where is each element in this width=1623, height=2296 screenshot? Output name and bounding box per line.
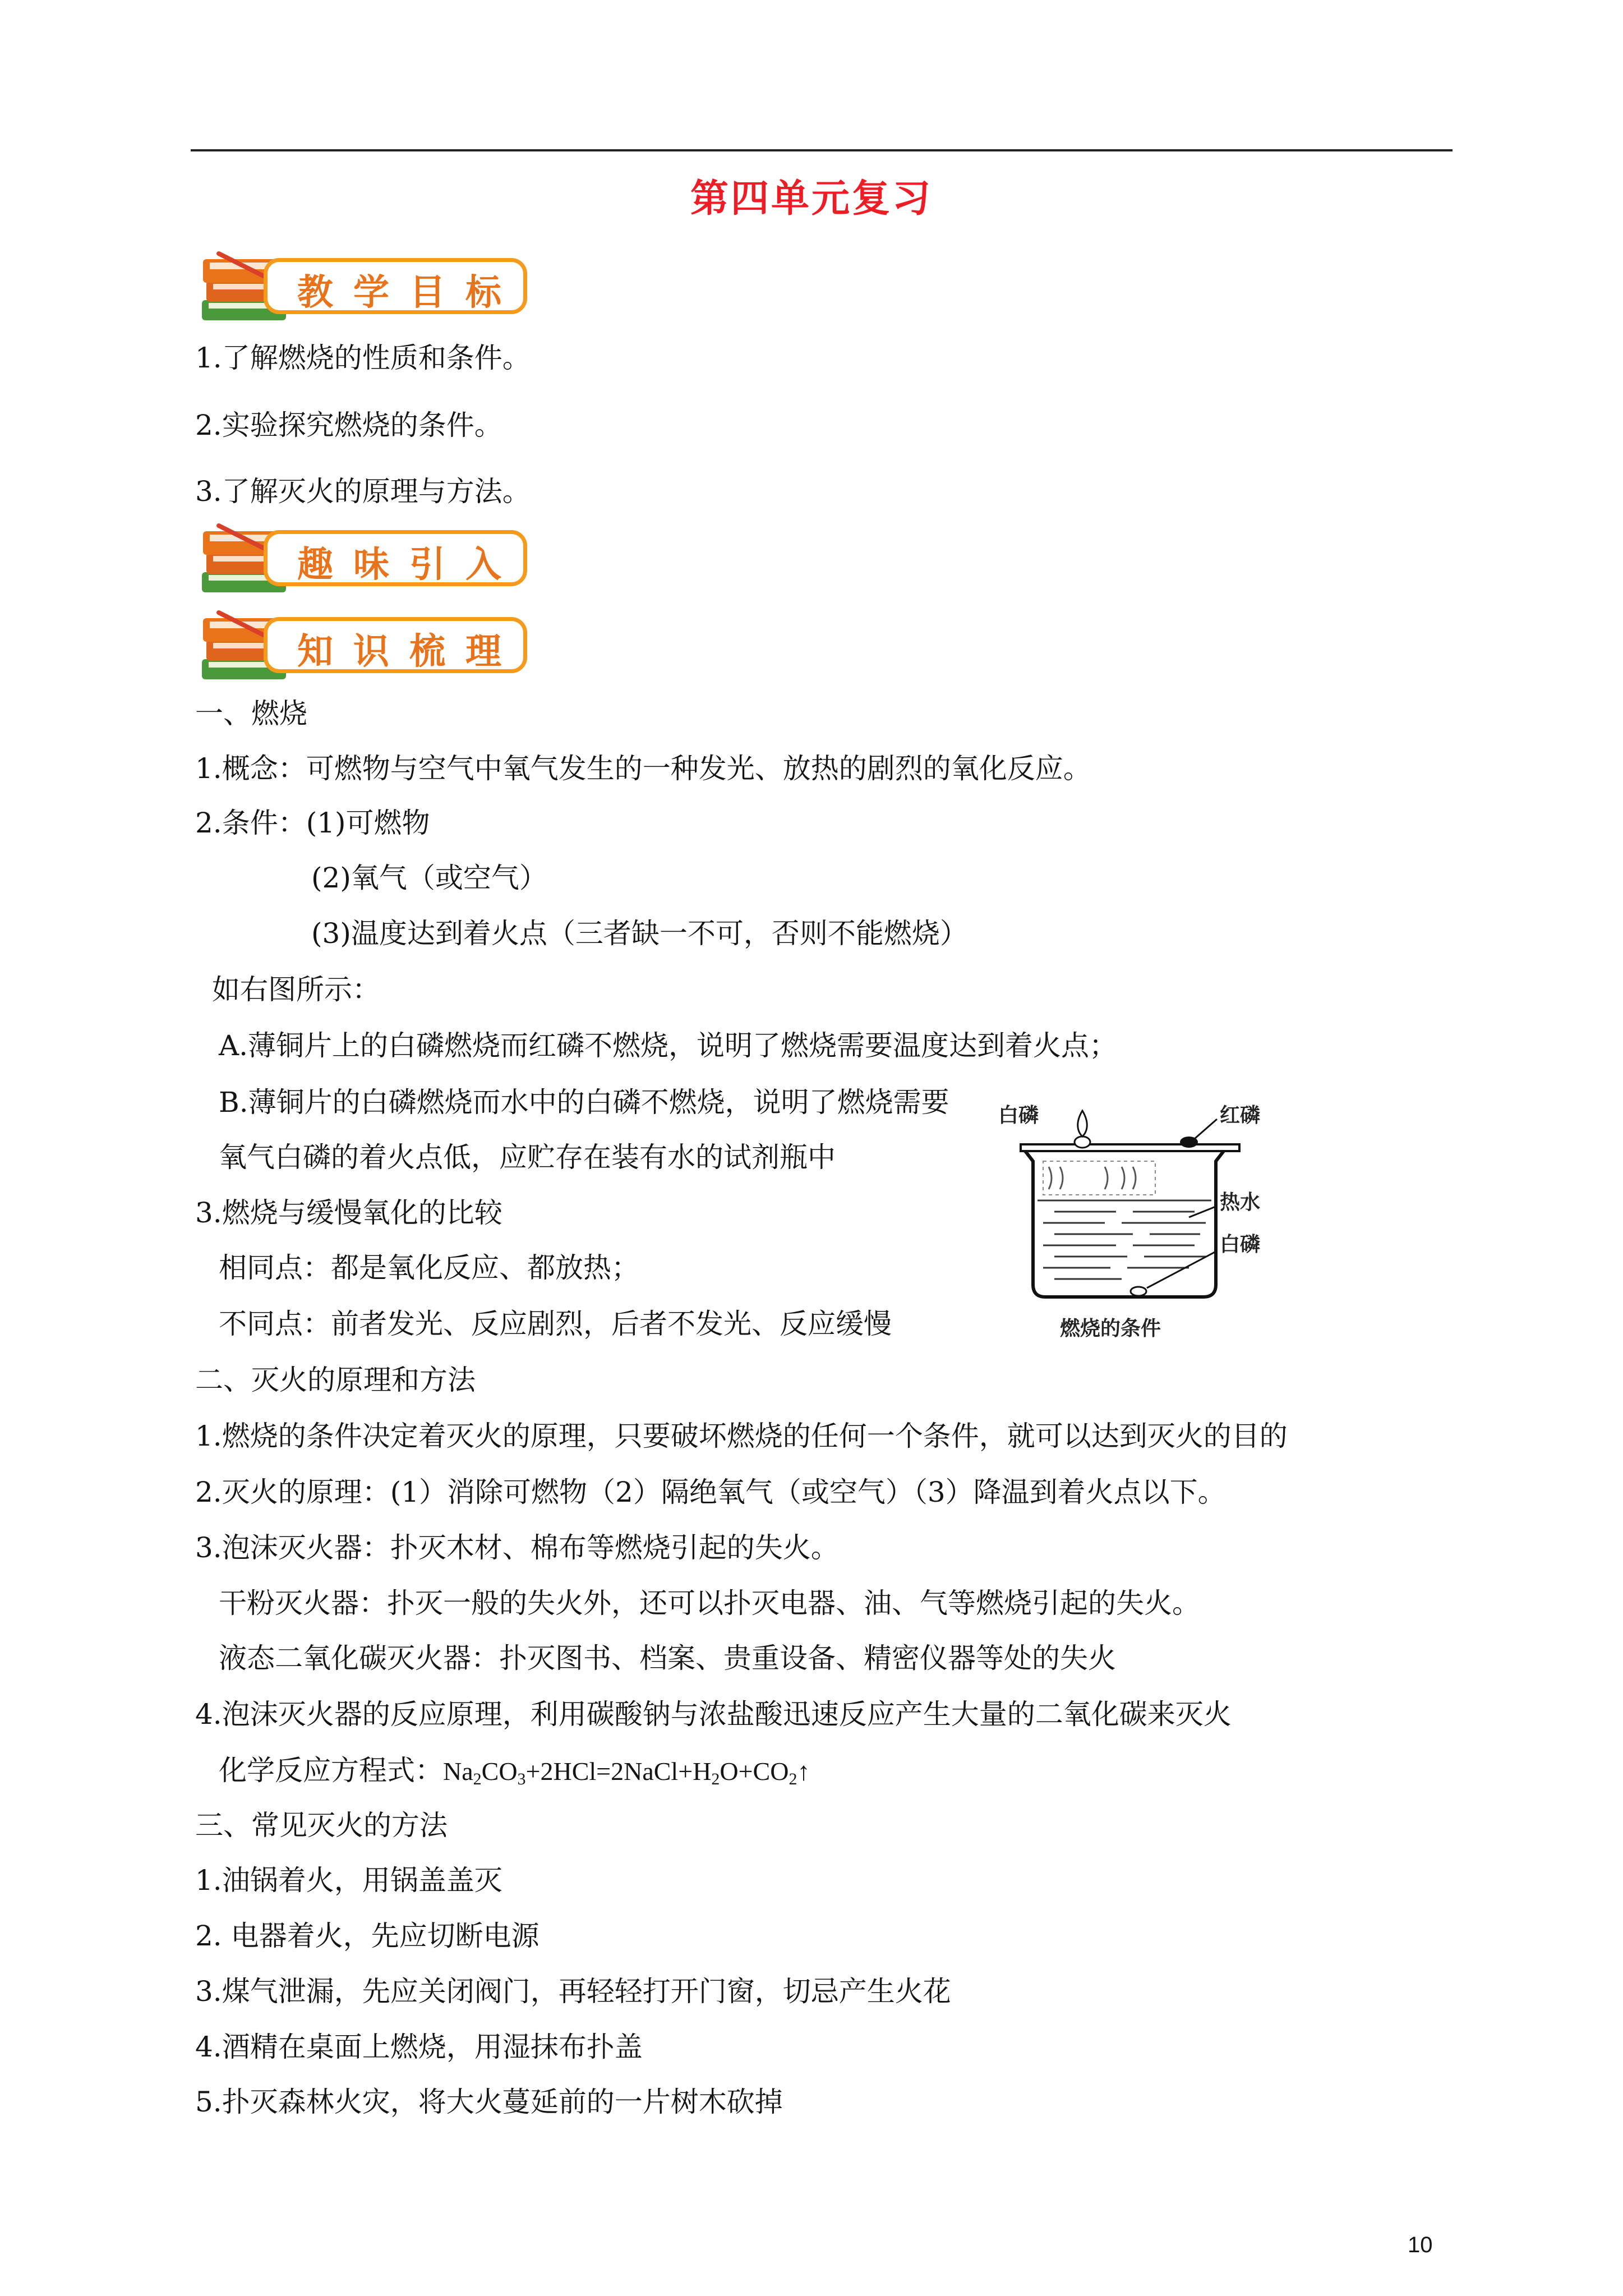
similarities: 相同点：都是氧化反应、都放热； [219, 1251, 639, 1284]
combustion-concept: 1.概念：可燃物与空气中氧气发生的一种发光、放热的剧烈的氧化反应。 [195, 752, 1091, 785]
slow-oxidation-comparison: 3.燃烧与缓慢氧化的比较 [195, 1197, 502, 1229]
section-heading-combustion: 一、燃烧 [195, 697, 307, 730]
label-white-phosphorus-top: 白磷 [998, 1104, 1039, 1127]
banner-label: 教学目标 [297, 272, 522, 314]
observation-b-line2: 氧气白磷的着火点低，应贮存在装有水的试剂瓶中 [219, 1141, 836, 1174]
combustion-experiment-figure [993, 1088, 1273, 1358]
chemical-equation [219, 1754, 810, 1796]
combustion-condition-2: (2)氧气（或空气） [311, 862, 547, 894]
method-2: 2. 电器着火，先应切断电源 [195, 1920, 540, 1952]
method-5: 5.扑灭森林火灾，将大火蔓延前的一片树木砍掉 [195, 2086, 783, 2118]
section-heading-extinguishing: 二、灭火的原理和方法 [195, 1364, 476, 1396]
page-number: 10 [1408, 2233, 1433, 2257]
co2-extinguisher: 液态二氧化碳灭火器：扑灭图书、档案、贵重设备、精密仪器等处的失火 [219, 1642, 1116, 1674]
dry-powder-extinguisher: 干粉灭火器：扑灭一般的失火外，还可以扑灭电器、油、气等燃烧引起的失火。 [219, 1587, 1200, 1619]
header-rule [191, 149, 1453, 151]
as-shown-note: 如右图所示： [212, 973, 380, 1006]
method-4: 4.酒精在桌面上燃烧，用湿抹布扑盖 [195, 2031, 643, 2063]
goal-2: 2.实验探究燃烧的条件。 [195, 409, 502, 441]
combustion-condition-1: 2.条件：(1)可燃物 [195, 807, 430, 839]
copper-plate [1021, 1144, 1239, 1151]
foam-reaction-principle: 4.泡沫灭火器的反应原理，利用碳酸钠与浓盐酸迅速反应产生大量的二氧化碳来灭火 [195, 1698, 1232, 1731]
banner-label: 趣味引入 [297, 544, 522, 586]
combustion-condition-3: (3)温度达到着火点（三者缺一不可，否则不能燃烧） [311, 917, 968, 950]
page-title: 第四单元复习 [690, 177, 933, 221]
goal-1: 1.了解燃烧的性质和条件。 [195, 342, 531, 374]
equation-formula: $Na_2CO_3+2HCl=2NaCl+H_2O+CO_2↑$ [443, 1757, 810, 1788]
observation-b-line1: B.薄铜片的白磷燃烧而水中的白磷不燃烧，说明了燃烧需要 [219, 1086, 949, 1119]
banner-knowledge-review [196, 606, 533, 690]
label-hot-water: 热水 [1220, 1191, 1261, 1214]
label-white-phosphorus-water: 白磷 [1220, 1233, 1261, 1256]
foam-extinguisher: 3.泡沫灭火器：扑灭木材、棉布等燃烧引起的失火。 [195, 1531, 839, 1564]
method-3: 3.煤气泄漏，先应关闭阀门，再轻轻打开门窗，切忌产生火花 [195, 1975, 951, 2008]
banner-fun-intro [196, 519, 533, 603]
label-red-phosphorus: 红磷 [1220, 1104, 1261, 1127]
figure-caption: 燃烧的条件 [1060, 1317, 1161, 1340]
extinguish-principle-1: 1.燃烧的条件决定着灭火的原理，只要破坏燃烧的任何一个条件，就可以达到灭火的目的 [195, 1420, 1288, 1452]
banner-teaching-goals [196, 247, 533, 331]
method-1: 1.油锅着火，用锅盖盖灭 [195, 1864, 502, 1897]
banner-label: 知识梳理 [297, 631, 522, 673]
flame-icon [1078, 1111, 1087, 1137]
observation-a: A.薄铜片上的白磷燃烧而红磷不燃烧，说明了燃烧需要温度达到着火点； [219, 1029, 1118, 1062]
white-phosphorus-plate [1075, 1137, 1090, 1148]
equation-label: 化学反应方程式： [219, 1754, 443, 1787]
section-heading-common-methods: 三、常见灭火的方法 [195, 1809, 448, 1842]
extinguish-principle-2: 2.灭火的原理：(1）消除可燃物（2）隔绝氧气（或空气）（3）降温到着火点以下。 [195, 1476, 1226, 1508]
differences: 不同点：前者发光、反应剧烈，后者不发光、反应缓慢 [219, 1308, 892, 1340]
goal-3: 3.了解灭火的原理与方法。 [195, 475, 531, 508]
white-phosphorus-water [1131, 1287, 1146, 1296]
